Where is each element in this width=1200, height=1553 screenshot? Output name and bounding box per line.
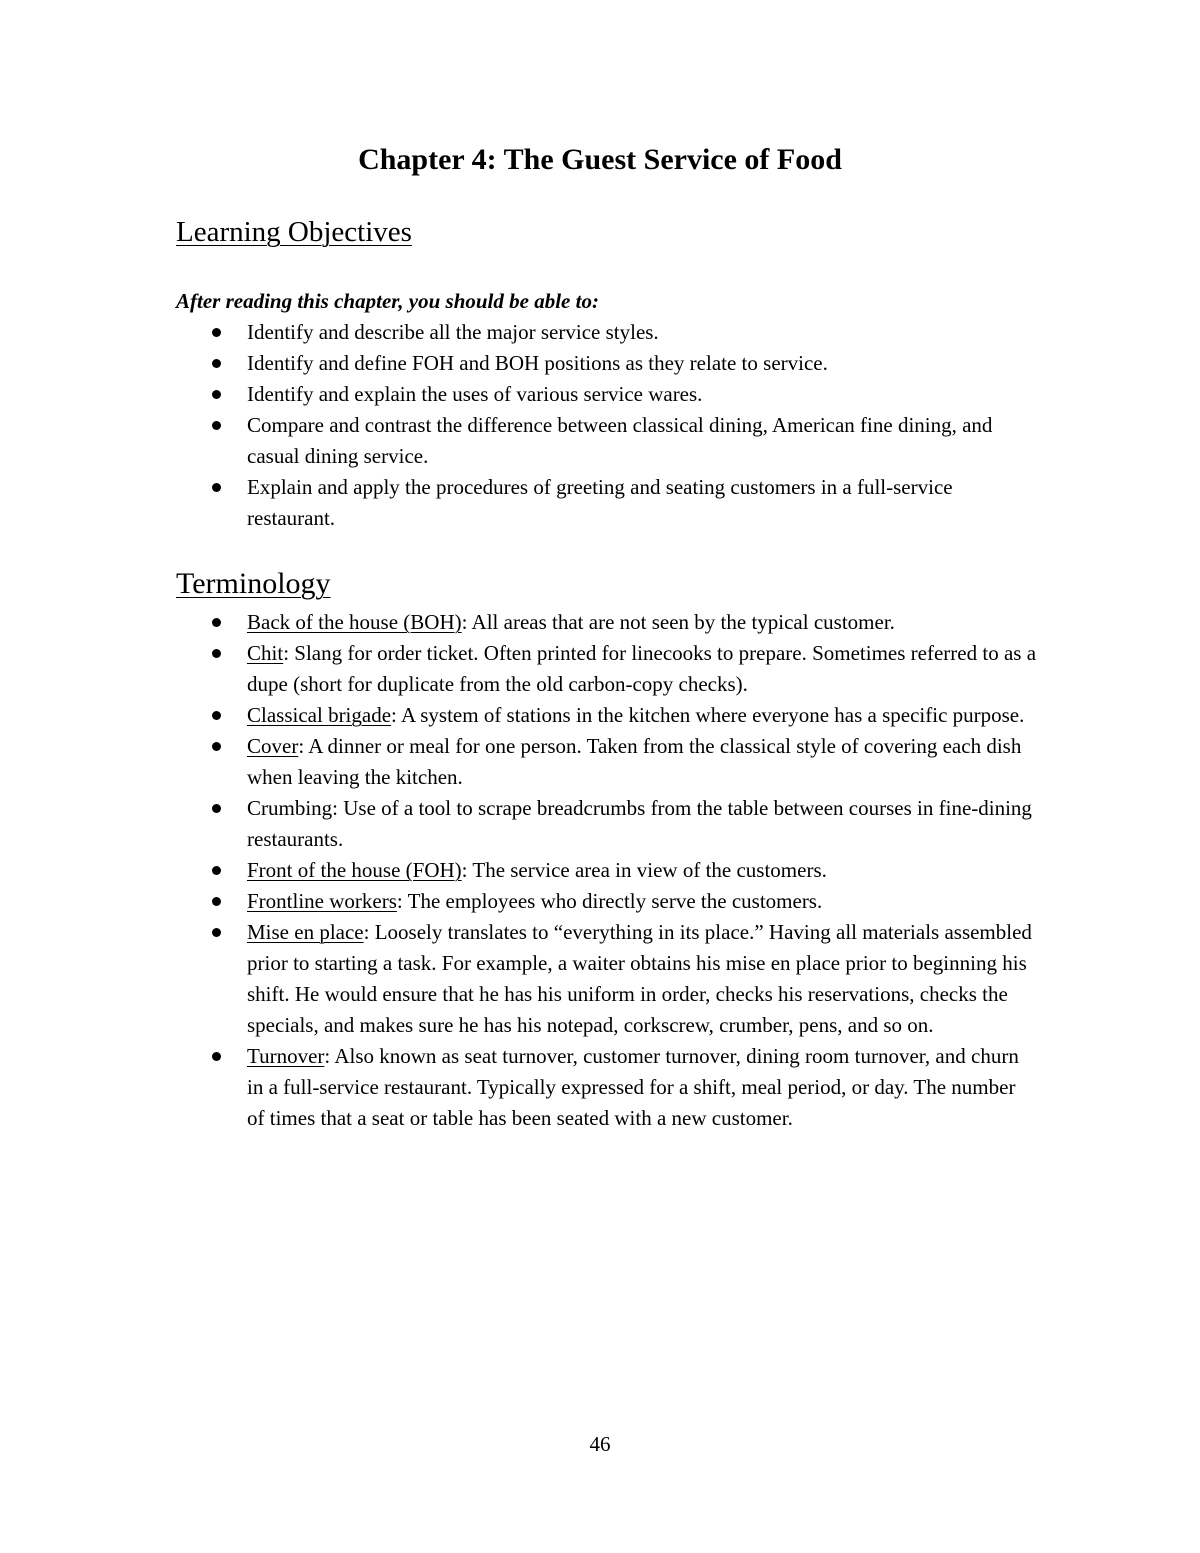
- term-name: Frontline workers: [247, 889, 397, 913]
- list-item: [247, 886, 1037, 917]
- list-item: [247, 410, 1037, 472]
- term-definition: : The employees who directly serve the customers.: [396, 889, 823, 913]
- term-definition: : All areas that are not seen by the typical customer.: [461, 610, 895, 634]
- term-definition: : Slang for order ticket. Often printed for linecooks to prepare. Sometimes referred to as a dupe (short for duplicate from the old carbon-copy checks).: [247, 641, 1037, 696]
- list-item: [247, 317, 1037, 348]
- term-definition: : Loosely translates to “everything in its place.” Having all materials assembled prior to starting a task. For example, a waiter obtains his mise en place prior to beginning his shift. He would ensure that he has his uniform in order, checks his reservations, checks the specials, and makes sure he has his notepad, corkscrew, crumber, pens, and so on.: [247, 920, 1032, 1037]
- bullet-icon: [212, 483, 221, 492]
- term-name: Front of the house (FOH): [247, 858, 462, 882]
- bullet-icon: [212, 390, 221, 399]
- objective-text: Explain and apply the procedures of greeting and seating customers in a full-service restaurant.: [247, 475, 953, 530]
- term-name: Turnover: [247, 1044, 325, 1068]
- bullet-icon: [212, 1052, 221, 1061]
- objectives-list: [247, 317, 1037, 534]
- list-item: [247, 472, 1037, 534]
- terminology-heading: Terminology: [176, 567, 331, 600]
- list-item: [247, 793, 1037, 855]
- term-name: Chit: [247, 641, 284, 665]
- term-definition: : Also known as seat turnover, customer turnover, dining room turnover, and churn in a full-service restaurant. Typically expressed for a shift, meal period, or day. The number of times that a seat or table has been seated with a new customer.: [247, 1044, 1019, 1130]
- terminology-list: [247, 607, 1037, 1134]
- bullet-icon: [212, 328, 221, 337]
- term-definition: : A dinner or meal for one person. Taken from the classical style of covering each dish when leaving the kitchen.: [247, 734, 1022, 789]
- list-item: [247, 638, 1037, 700]
- term-name: Mise en place: [247, 920, 364, 944]
- list-item: [247, 917, 1037, 1041]
- bullet-icon: [212, 866, 221, 875]
- bullet-icon: [212, 711, 221, 720]
- learning-objectives-heading: Learning Objectives: [176, 216, 412, 248]
- page-title: Chapter 4: The Guest Service of Food: [358, 143, 842, 176]
- term-definition: Crumbing: Use of a tool to scrape breadcrumbs from the table between courses in fine-dining restaurants.: [247, 796, 1032, 851]
- term-name: Classical brigade: [247, 703, 392, 727]
- term-definition: : A system of stations in the kitchen where everyone has a specific purpose.: [391, 703, 1025, 727]
- bullet-icon: [212, 804, 221, 813]
- term-name: Cover: [247, 734, 299, 758]
- objective-text: Compare and contrast the difference between classical dining, American fine dining, and casual dining service.: [247, 413, 993, 468]
- list-item: [247, 855, 1037, 886]
- term-name: Back of the house (BOH): [247, 610, 462, 634]
- bullet-icon: [212, 618, 221, 627]
- objective-text: Identify and define FOH and BOH positions as they relate to service.: [247, 351, 828, 375]
- objectives-intro: After reading this chapter, you should be able to:: [176, 289, 599, 313]
- list-item: [247, 607, 1037, 638]
- page-number: 46: [589, 1432, 611, 1456]
- objective-text: Identify and describe all the major service styles.: [247, 320, 659, 344]
- term-definition: : The service area in view of the customers.: [461, 858, 827, 882]
- list-item: [247, 379, 1037, 410]
- list-item: [247, 1041, 1037, 1134]
- list-item: [247, 731, 1037, 793]
- list-item: [247, 348, 1037, 379]
- bullet-icon: [212, 421, 221, 430]
- bullet-icon: [212, 897, 221, 906]
- bullet-icon: [212, 649, 221, 658]
- list-item: [247, 700, 1037, 731]
- bullet-icon: [212, 928, 221, 937]
- bullet-icon: [212, 742, 221, 751]
- bullet-icon: [212, 359, 221, 368]
- objective-text: Identify and explain the uses of various service wares.: [247, 382, 703, 406]
